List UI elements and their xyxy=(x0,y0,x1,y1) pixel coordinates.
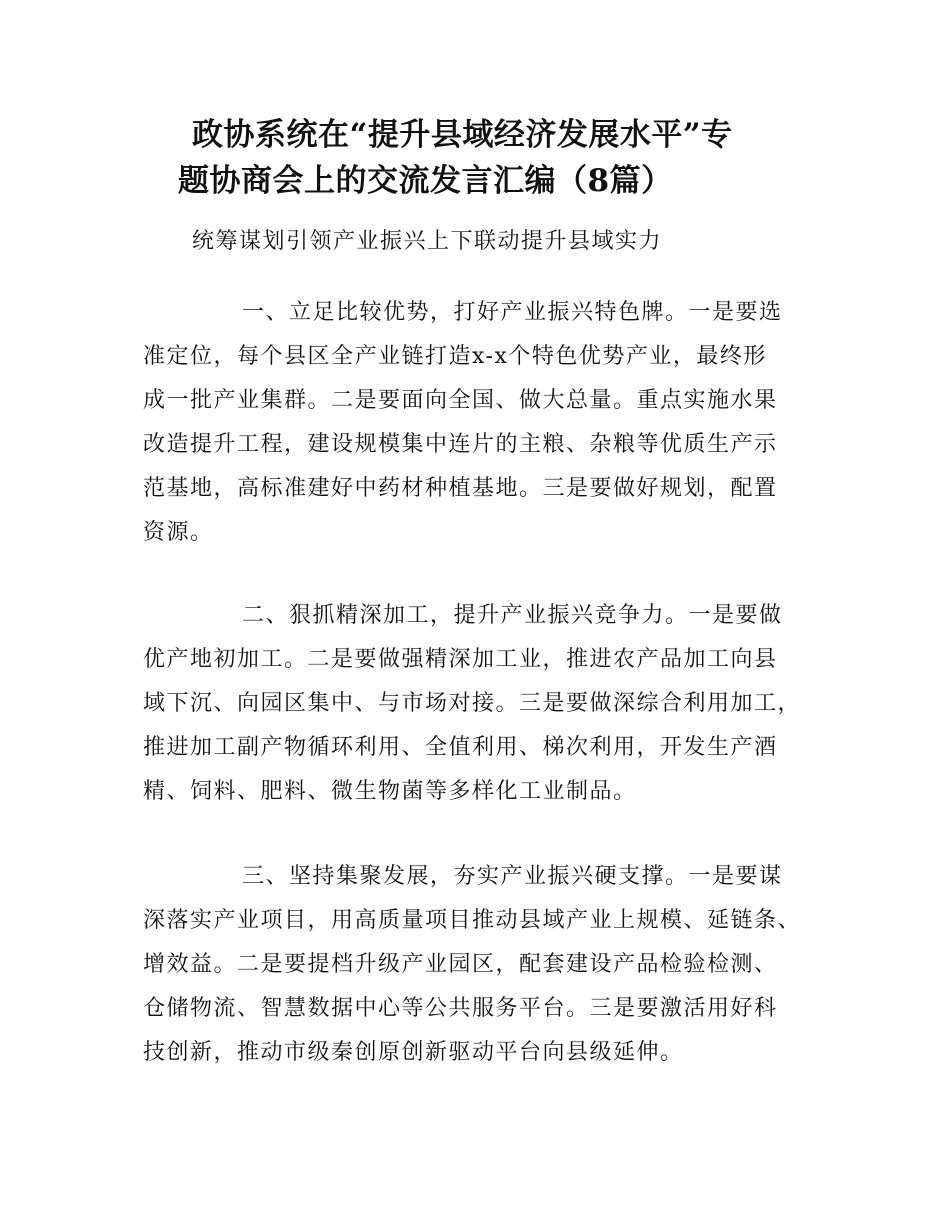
paragraph-line: 改造提升工程，建设规模集中连片的主粮、杂粮等优质生产示 xyxy=(143,432,778,457)
paragraph-line: 成一批产业集群。二是要面向全国、做大总量。重点实施水果 xyxy=(143,388,778,413)
document-title xyxy=(170,112,830,204)
paragraph-line: 精、饲料、肥料、微生物菌等多样化工业制品。 xyxy=(143,779,637,804)
title-line: 题协商会上的交流发言汇编（8篇） xyxy=(178,163,673,199)
paragraph-line: 仓储物流、智慧数据中心等公共服务平台。三是要激活用好科 xyxy=(143,996,778,1021)
title-line: 政协系统在“提升县域经济发展水平”专 xyxy=(192,117,733,153)
section-subtitle: 统筹谋划引领产业振兴上下联动提升县域实力 xyxy=(192,229,663,254)
paragraph-line: 三、坚持集聚发展，夯实产业振兴硬支撑。一是要谋 xyxy=(242,864,783,889)
paragraph-line: 技创新，推动市级秦创原创新驱动平台向县级延伸。 xyxy=(143,1040,684,1065)
paragraph-line: 准定位，每个县区全产业链打造x-x个特色优势产业，最终形 xyxy=(143,344,767,369)
paragraph-line: 推进加工副产物循环利用、全值利用、梯次利用，开发生产酒 xyxy=(143,735,778,760)
paragraph-line: 增效益。二是要提档升级产业园区，配套建设产品检验检测、 xyxy=(143,952,778,977)
paragraph-line: 深落实产业项目，用高质量项目推动县域产业上规模、延链条、 xyxy=(143,908,802,933)
paragraph-line: 二、狠抓精深加工，提升产业振兴竞争力。一是要做 xyxy=(242,603,783,628)
paragraph-line: 一、立足比较优势，打好产业振兴特色牌。一是要选 xyxy=(242,300,783,325)
paragraph-line: 资源。 xyxy=(143,520,214,545)
paragraph-line: 优产地初加工。二是要做强精深加工业，推进农产品加工向县 xyxy=(143,647,778,672)
paragraph-line: 域下沉、向园区集中、与市场对接。三是要做深综合利用加工， xyxy=(143,691,802,716)
paragraph xyxy=(143,855,833,1075)
paragraph xyxy=(143,291,833,555)
paragraph xyxy=(143,594,833,814)
paragraph-line: 范基地，高标准建好中药材种植基地。三是要做好规划，配置 xyxy=(143,476,778,501)
